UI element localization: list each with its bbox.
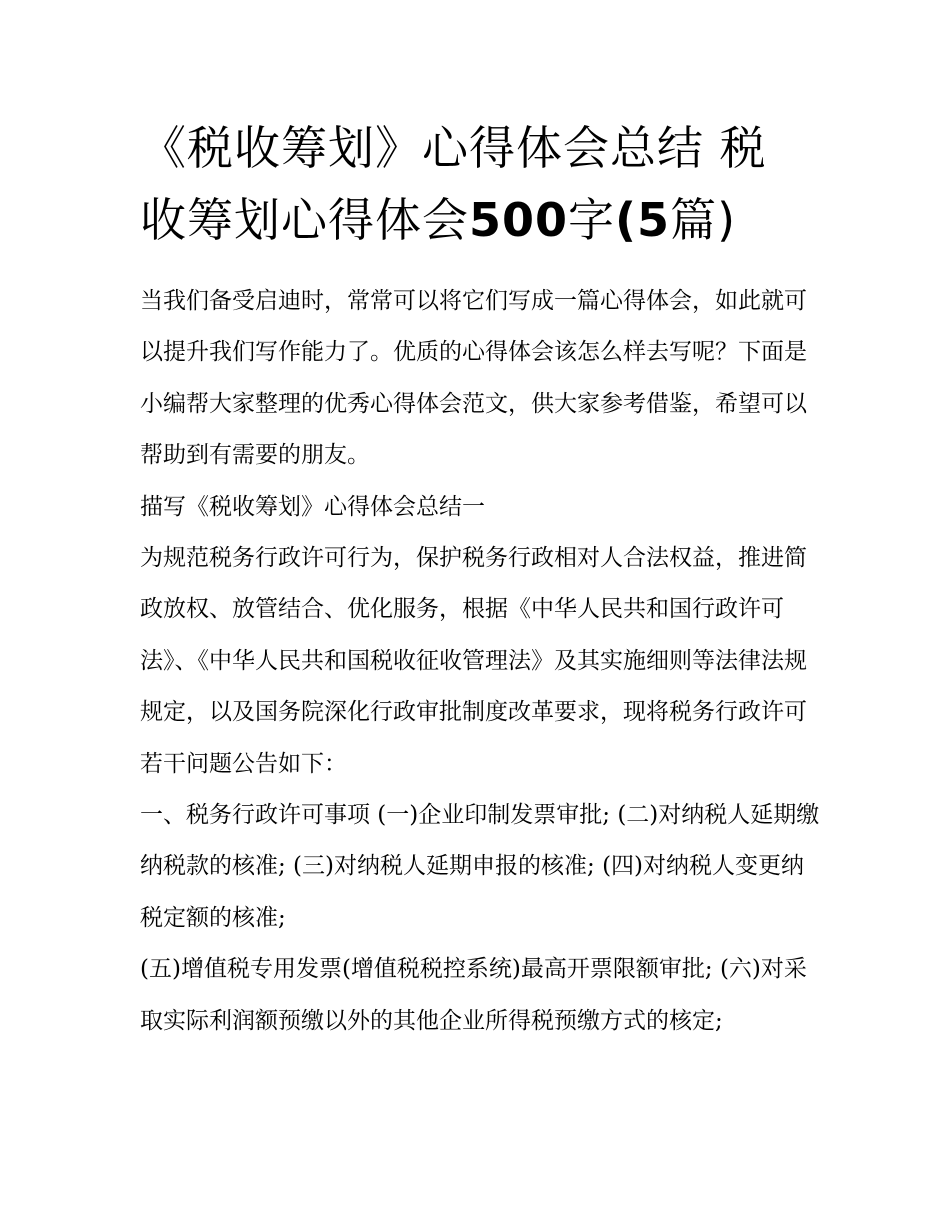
intro-paragraph: 当我们备受启迪时，常常可以将它们写成一篇心得体会，如此就可以提升我们写作能力了。优质的心得体会该怎么样去写呢？下面是小编帮大家整理的优秀心得体会范文，供大家参考借鉴，希望可以帮助到有需要的朋友。 (140, 288, 807, 469)
document-title (140, 112, 820, 256)
title-line-2-part-a: 收筹划心得体会 (140, 193, 469, 247)
title-line-2-count: (5 (615, 193, 671, 247)
title-line-2-part-e: 篇) (670, 193, 737, 247)
permit-items-paragraph-1: 一、税务行政许可事项 (一)企业印制发票审批; (二)对纳税人延期缴纳税款的核准; (三)对纳税人延期申报的核准; (四)对纳税人变更纳税定额的核准; (140, 802, 820, 931)
title-line-2-part-c: 字 (568, 193, 616, 247)
title-line-2-number: 500 (469, 193, 569, 247)
document-body (140, 276, 820, 1047)
announcement-paragraph: 为规范税务行政许可行为，保护税务行政相对人合法权益，推进简政放权、放管结合、优化服务，根据《中华人民共和国行政许可法》、《中华人民共和国税收征收管理法》及其实施细则等法律法规规定，以及国务院深化行政审批制度改革要求，现将税务行政许可若干问题公告如下： (140, 545, 807, 777)
title-line-1: 《税收筹划》心得体会总结 税 (140, 121, 767, 175)
section-heading: 描写《税收筹划》心得体会总结一 (140, 493, 485, 520)
permit-items-paragraph-2: (五)增值税专用发票(增值税税控系统)最高开票限额审批; (六)对采取实际利润额预缴以外的其他企业所得税预缴方式的核定; (140, 956, 807, 1034)
